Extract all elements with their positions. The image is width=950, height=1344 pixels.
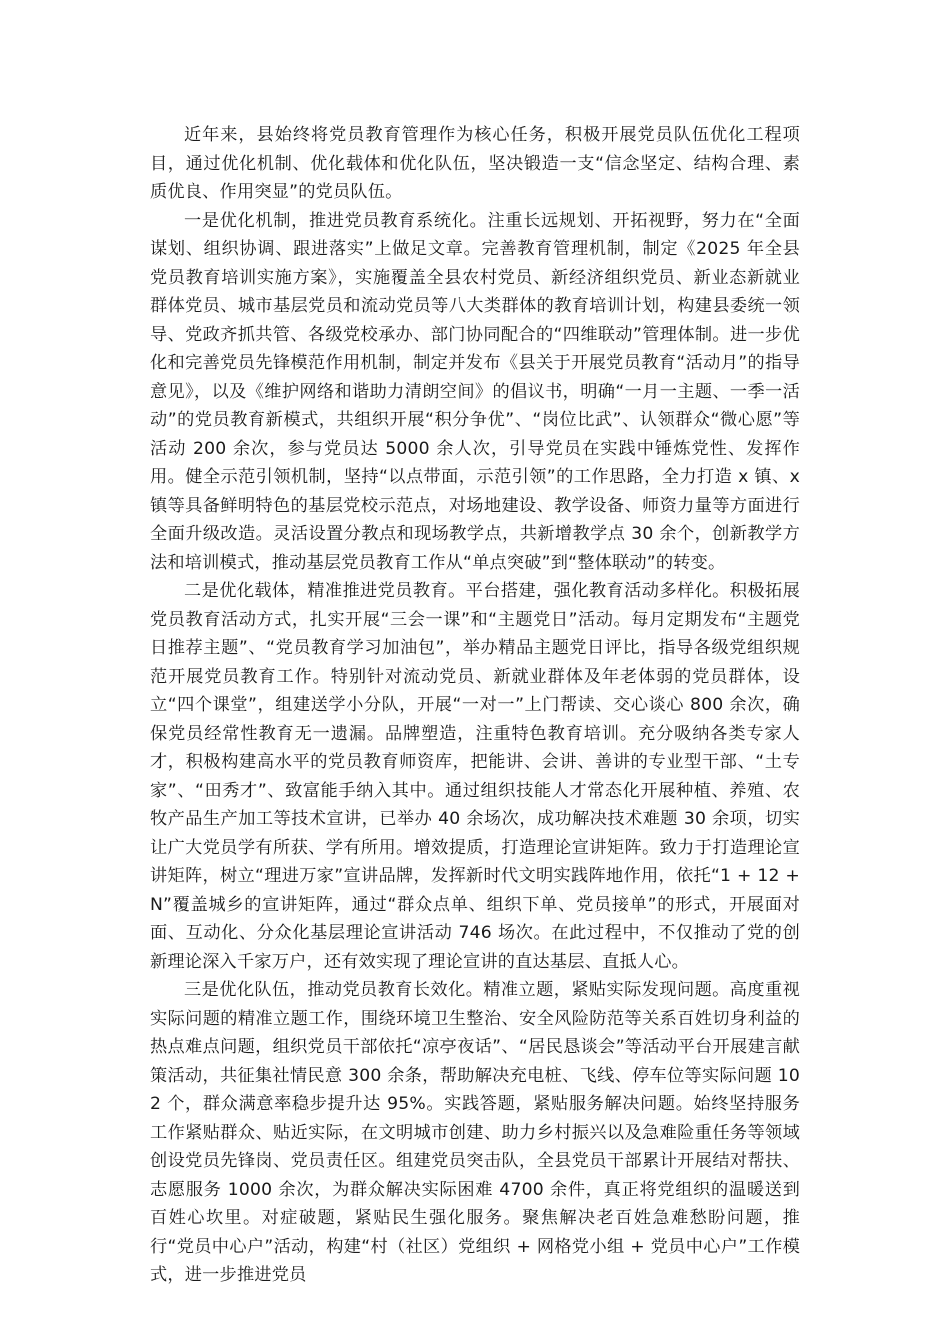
document-body [150,121,800,1290]
paragraph-carrier: 二是优化载体，精准推进党员教育。平台搭建，强化教育活动多样化。积极拓展党员教育活动方式，扎实开展“三会一课”和“主题党日”活动。每月定期发布“主题党日推荐主题”、“党员教育学习加油包”，举办精品主题党日评比，指导各级党组织规范开展党员教育工作。特别针对流动党员、新就业群体及年老体弱的党员群体，设立“四个课堂”，组建送学小分队，开展“一对一”上门帮读、交心谈心 800 余次，确保党员经常性教育无一遗漏。品牌塑造，注重特色教育培训。充分吸纳各类专家人才，积极构建高水平的党员教育师资库，把能讲、会讲、善讲的专业型干部、“土专家”、“田秀才”、致富能手纳入其中。通过组织技能人才常态化开展种植、养殖、农牧产品生产加工等技术宣讲，已举办 40 余场次，成功解决技术难题 30 余项，切实让广大党员学有所获、学有所用。增效提质，打造理论宣讲矩阵。致力于打造理论宣讲矩阵，树立“理进万家”宣讲品牌，发挥新时代文明实践阵地作用，依托“1 + 12 + N”覆盖城乡的宣讲矩阵，通过“群众点单、组织下单、党员接单”的形式，开展面对面、互动化、分众化基层理论宣讲活动 746 场次。在此过程中，不仅推动了党的创新理论深入千家万户，还有效实现了理论宣讲的直达基层、直抵人心。 [150,581,800,972]
paragraph-intro: 近年来，县始终将党员教育管理作为核心任务，积极开展党员队伍优化工程项目，通过优化机制、优化载体和优化队伍，坚决锻造一支“信念坚定、结构合理、素质优良、作用突显”的党员队伍。 [150,125,800,202]
paragraph-team: 三是优化队伍，推动党员教育长效化。精准立题，紧贴实际发现问题。高度重视实际问题的精准立题工作，围绕环境卫生整治、安全风险防范等关系百姓切身利益的热点难点问题，组织党员干部依托“凉亭夜话”、“居民恳谈会”等活动平台开展建言献策活动，共征集社情民意 300 余条，帮助解决充电桩、飞线、停车位等实际问题 102 个，群众满意率稳步提升达 95%。实践答题，紧贴服务解决问题。始终坚持服务工作紧贴群众、贴近实际，在文明城市创建、助力乡村振兴以及急难险重任务等领域创设党员先锋岗、党员责任区。组建党员突击队，全县党员干部累计开展结对帮扶、志愿服务 1000 余次，为群众解决实际困难 4700 余件，真正将党组织的温暖送到百姓心坎里。对症破题，紧贴民生强化服务。聚焦解决老百姓急难愁盼问题，推行“党员中心户”活动，构建“村（社区）党组织 + 网格党小组 + 党员中心户”工作模式，进一步推进党员 [150,980,800,1285]
paragraph-mechanism: 一是优化机制，推进党员教育系统化。注重长远规划、开拓视野，努力在“全面谋划、组织协调、跟进落实”上做足文章。完善教育管理机制，制定《2025 年全县党员教育培训实施方案》，实施覆盖全县农村党员、新经济组织党员、新业态新就业群体党员、城市基层党员和流动党员等八大类群体的教育培训计划，构建县委统一领导、党政齐抓共管、各级党校承办、部门协同配合的“四维联动”管理体制。进一步优化和完善党员先锋模范作用机制，制定并发布《县关于开展党员教育“活动月”的指导意见》，以及《维护网络和谐助力清朗空间》的倡议书，明确“一月一主题、一季一活动”的党员教育新模式，共组织开展“积分争优”、“岗位比武”、认领群众“微心愿”等活动 200 余次，参与党员达 5000 余人次，引导党员在实践中锤炼党性、发挥作用。健全示范引领机制，坚持“以点带面，示范引领”的工作思路，全力打造 x 镇、x 镇等具备鲜明特色的基层党校示范点，对场地建设、教学设备、师资力量等方面进行全面升级改造。灵活设置分教点和现场教学点，共新增教学点 30 余个，创新教学方法和培训模式，推动基层党员教育工作从“单点突破”到“整体联动”的转变。 [150,210,800,573]
